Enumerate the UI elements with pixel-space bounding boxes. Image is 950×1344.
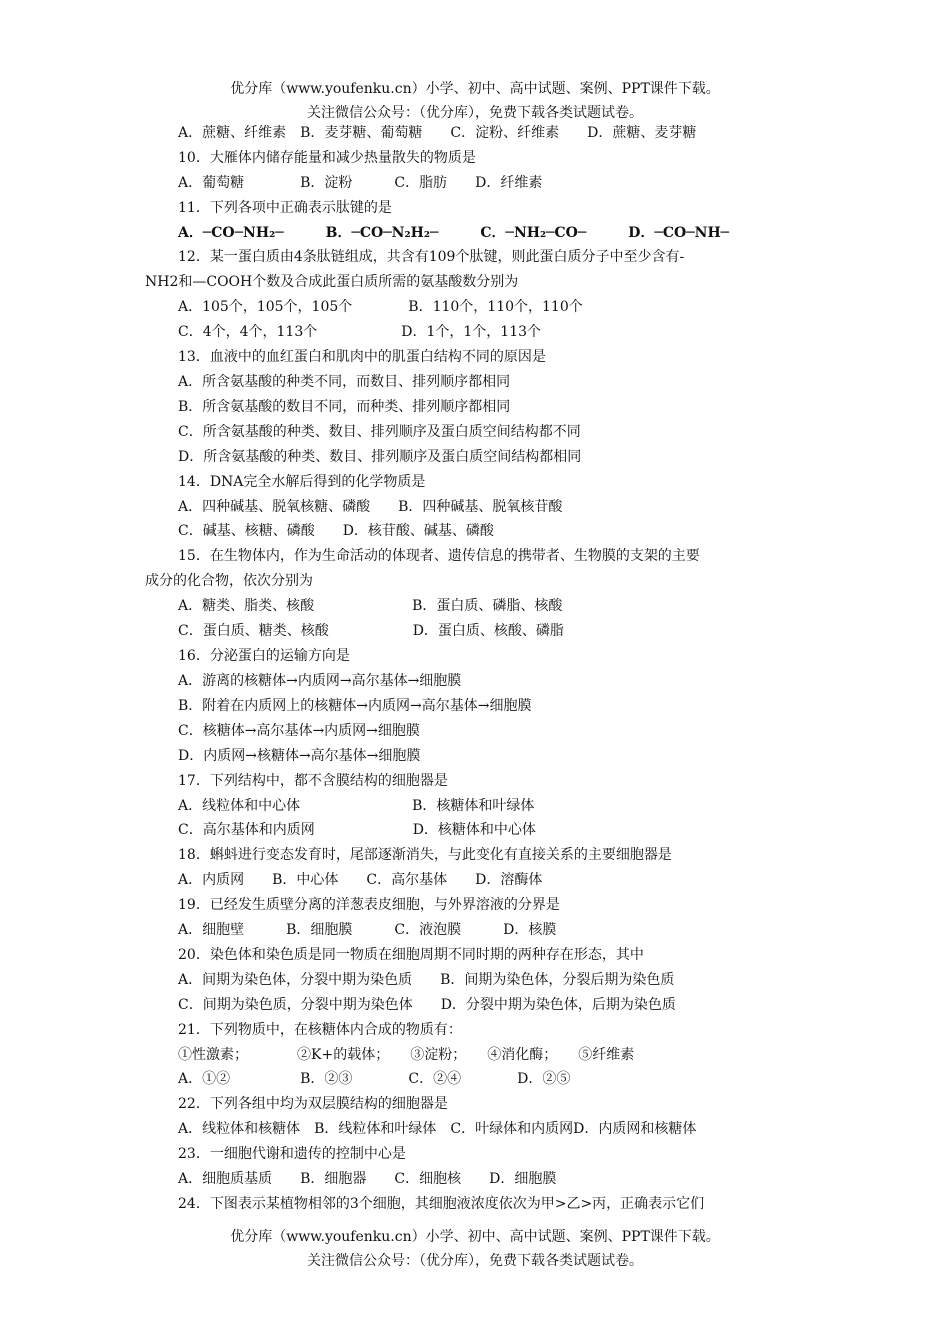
q14-options-ab: A．四种碱基、脱氧核糖、磷酸 B．四种碱基、脱氧核苷酸	[178, 499, 563, 515]
q14-stem: 14．DNA完全水解后得到的化学物质是	[178, 474, 426, 490]
q12-stem-cont: NH2和—COOH个数及合成此蛋白质所需的氨基酸数分别为	[145, 274, 519, 290]
q13-stem: 13．血液中的血红蛋白和肌肉中的肌蛋白结构不同的原因是	[178, 349, 546, 365]
q20-options-cd: C．间期为染色质，分裂中期为染色体 D．分裂中期为染色体，后期为染色质	[178, 997, 676, 1013]
q22-stem: 22．下列各组中均为双层膜结构的细胞器是	[178, 1096, 448, 1112]
q24-stem: 24．下图表示某植物相邻的3个细胞，其细胞液浓度依次为甲>乙>丙，正确表示它们	[178, 1196, 705, 1212]
q10-stem: 10．大雁体内储存能量和减少热量散失的物质是	[178, 150, 476, 166]
q12-options-ab: A．105个，105个，105个 B．110个，110个，110个	[178, 299, 583, 315]
q23-options: A．细胞质基质 B．细胞器 C．细胞核 D．细胞膜	[178, 1171, 557, 1187]
page-header-line1: 优分库（www.youfenku.cn）小学、初中、高中试题、案例、PPT课件下载。	[230, 81, 720, 97]
q13-option-c: C．所含氨基酸的种类、数目、排列顺序及蛋白质空间结构都不同	[178, 424, 581, 440]
q12-stem: 12．某一蛋白质由4条肽链组成，共含有109个肽键，则此蛋白质分子中至少含有-	[178, 249, 685, 265]
q16-stem: 16．分泌蛋白的运输方向是	[178, 648, 350, 664]
q16-option-b: B．附着在内质网上的核糖体→内质网→高尔基体→细胞膜	[178, 698, 532, 714]
q19-options: A．细胞壁 B．细胞膜 C．液泡膜 D．核膜	[178, 922, 557, 938]
q23-stem: 23．一细胞代谢和遗传的控制中心是	[178, 1146, 406, 1162]
q15-options-cd: C．蛋白质、糖类、核酸 D．蛋白质、核酸、磷脂	[178, 623, 564, 639]
q16-option-c: C．核糖体→高尔基体→内质网→细胞膜	[178, 723, 420, 739]
q10-options: A．葡萄糖 B．淀粉 C．脂肪 D．纤维素	[178, 175, 543, 191]
q22-options: A．线粒体和核糖体 B．线粒体和叶绿体 C．叶绿体和内质网D．内质网和核糖体	[178, 1121, 697, 1137]
q17-options-ab: A．线粒体和中心体 B．核糖体和叶绿体	[178, 798, 535, 814]
q20-stem: 20．染色体和染色质是同一物质在细胞周期不同时期的两种存在形态，其中	[178, 947, 644, 963]
q15-options-ab: A．糖类、脂类、核酸 B．蛋白质、磷脂、核酸	[178, 598, 563, 614]
page-footer-line1: 优分库（www.youfenku.cn）小学、初中、高中试题、案例、PPT课件下载。	[230, 1229, 720, 1245]
q20-options-ab: A．间期为染色体，分裂中期为染色质 B．间期为染色体，分裂后期为染色质	[178, 972, 675, 988]
q13-option-d: D．所含氨基酸的种类、数目、排列顺序及蛋白质空间结构都相同	[178, 449, 582, 465]
q21-stem: 21．下列物质中，在核糖体内合成的物质有：	[178, 1022, 462, 1038]
q13-option-a: A．所含氨基酸的种类不同，而数目、排列顺序都相同	[178, 374, 511, 390]
q16-option-a: A．游离的核糖体→内质网→高尔基体→细胞膜	[178, 673, 462, 689]
q18-stem: 18．蝌蚪进行变态发育时，尾部逐渐消失，与此变化有直接关系的主要细胞器是	[178, 847, 672, 863]
q12-options-cd: C．4个，4个，113个 D．1个，1个，113个	[178, 324, 542, 340]
q21-options: A．①② B．②③ C．②④ D．②⑤	[178, 1071, 571, 1087]
page-footer-line2: 关注微信公众号：（优分库），免费下载各类试题试卷。	[307, 1253, 643, 1269]
q14-options-cd: C．碱基、核糖、磷酸 D．核苷酸、碱基、磷酸	[178, 523, 494, 539]
q17-options-cd: C．高尔基体和内质网 D．核糖体和中心体	[178, 822, 536, 838]
q11-stem: 11．下列各项中正确表示肽键的是	[178, 200, 392, 216]
q15-stem-cont: 成分的化合物，依次分别为	[145, 573, 313, 589]
q19-stem: 19．已经发生质壁分离的洋葱表皮细胞，与外界溶液的分界是	[178, 897, 560, 913]
q15-stem: 15．在生物体内，作为生命活动的体现者、遗传信息的携带者、生物膜的支架的主要	[178, 548, 700, 564]
q9-options: A．蔗糖、纤维素 B．麦芽糖、葡萄糖 C．淀粉、纤维素 D．蔗糖、麦芽糖	[178, 125, 697, 141]
q11-options: A．─CO─NH₂─ B．─CO─N₂H₂─ C．─NH₂─CO─ D．─CO─NH─	[178, 225, 730, 241]
q16-option-d: D．内质网→核糖体→高尔基体→细胞膜	[178, 748, 421, 764]
q18-options: A．内质网 B．中心体 C．高尔基体 D．溶酶体	[178, 872, 543, 888]
q21-items: ①性激素； ②K+的载体； ③淀粉； ④消化酶； ⑤纤维素	[178, 1047, 635, 1063]
q17-stem: 17．下列结构中，都不含膜结构的细胞器是	[178, 773, 448, 789]
q13-option-b: B．所含氨基酸的数目不同，而种类、排列顺序都相同	[178, 399, 511, 415]
page-header-line2: 关注微信公众号：（优分库），免费下载各类试题试卷。	[307, 105, 643, 121]
